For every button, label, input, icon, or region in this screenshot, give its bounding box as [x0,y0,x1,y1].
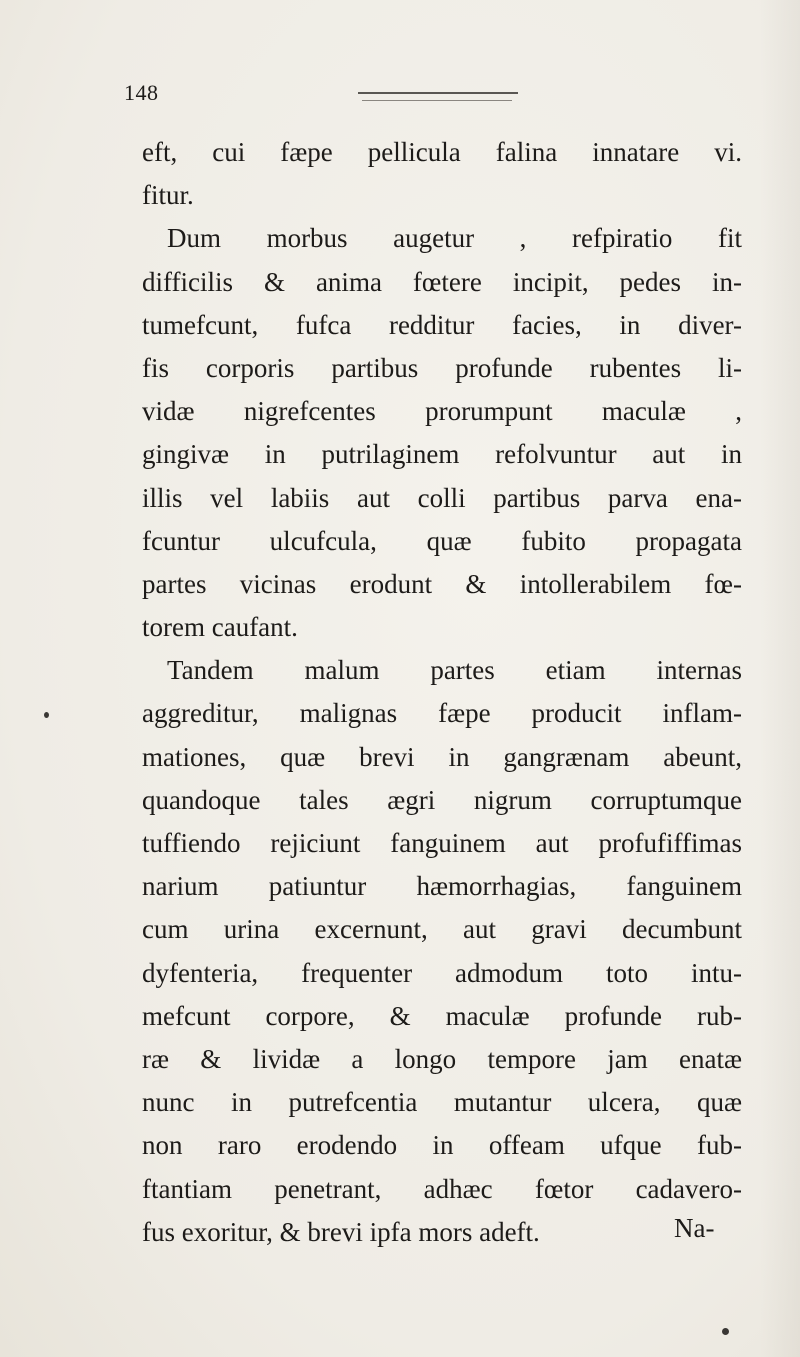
text-line: narium patiuntur hæmorrhagias, fanguinem [142,871,742,902]
catchword: Na- [674,1213,715,1243]
ink-speck [44,712,49,718]
text-line: partes vicinas erodunt & intollerabilem fœ- [142,568,742,599]
text-line: cum urina excernunt, aut gravi decumbunt [142,914,742,945]
body-text [142,131,742,1254]
text-line: fis corporis partibus profunde rubentes li- [142,352,742,383]
text-line: aggreditur, malignas fæpe producit inflam- [142,698,742,729]
text-line: tumefcunt, fufca redditur facies, in diver- [142,309,742,340]
ink-speck [722,1328,729,1335]
text-line: eft, cui fæpe pellicula falina innatare vi. [142,137,742,167]
header-rule-secondary [362,100,512,101]
text-line: illis vel labiis aut colli partibus parva ena- [142,482,742,513]
text-line: ræ & lividæ a longo tempore jam enatæ [142,1043,742,1074]
text-line: difficilis & anima fœtere incipit, pedes in- [142,266,742,297]
text-line: fitur. [142,180,194,211]
text-line: Dum morbus augetur , refpiratio fit [167,223,742,254]
text-line: vidæ nigrefcentes prorumpunt maculæ , [142,396,742,427]
text-line: mationes, quæ brevi in gangrænam abeunt, [142,741,742,772]
text-line: fcuntur ulcufcula, quæ fubito propagata [142,525,742,556]
text-line: non raro erodendo in offeam ufque fub- [142,1130,742,1161]
header-rule [358,92,518,94]
text-line: torem caufant. [142,612,298,643]
text-line: gingivæ in putrilaginem refolvuntur aut in [142,439,742,470]
text-line: ftantiam penetrant, adhæc fœtor cadavero- [142,1173,742,1204]
page-edge-shadow [760,0,800,1357]
text-line: nunc in putrefcentia mutantur ulcera, quæ [142,1087,742,1118]
text-line: mefcunt corpore, & maculæ profunde rub- [142,1000,742,1031]
page-number: 148 [124,80,159,105]
text-line: fus exoritur, & brevi ipfa mors adeft. [142,1216,540,1247]
text-line: Tandem malum partes etiam internas [167,655,742,686]
text-line: tuffiendo rejiciunt fanguinem aut profufiffimas [142,828,742,858]
text-line: dyfenteria, frequenter admodum toto intu- [142,957,742,988]
text-line: quandoque tales ægri nigrum corruptumque [142,784,742,815]
